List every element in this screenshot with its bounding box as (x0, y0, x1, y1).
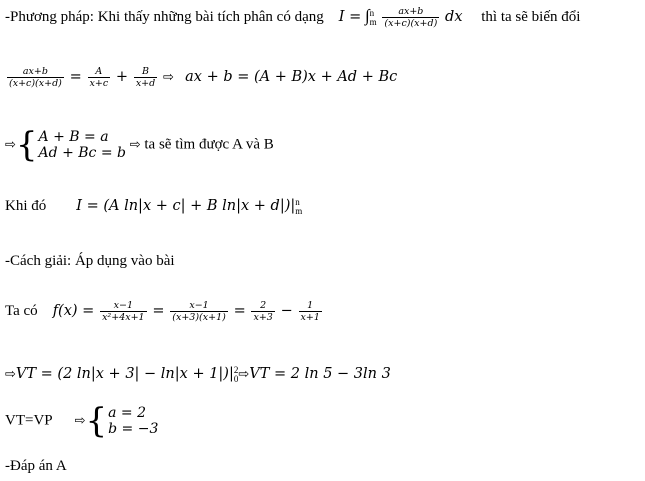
system-line (5, 125, 274, 165)
khi-do-label: Khi đó (5, 198, 47, 214)
lower-limit: 0 (233, 373, 239, 384)
equals-sign: = (233, 302, 246, 319)
integrand-denominator: (x+c)(x+d) (384, 18, 438, 30)
vt-vp-label: VT=VP (5, 412, 53, 429)
fx-fraction-4 (299, 300, 322, 323)
fx-fraction-2-denominator: (x+3)(x+1) (172, 312, 226, 323)
khi-do-line (5, 196, 302, 216)
method-tail: thì ta sẽ biến đổi (481, 9, 581, 25)
fx-fraction-1-denominator: x²+4x+1 (102, 312, 145, 323)
implies-arrow-icon: ⇨ (74, 413, 86, 429)
plus-sign: + (115, 68, 129, 85)
fx-fraction-3-numerator: 2 (251, 300, 274, 312)
equation-system (15, 125, 126, 165)
implies-arrow-icon: ⇨ (162, 69, 174, 85)
fraction-2-numerator: A (88, 66, 111, 78)
fx-fraction-1-numerator: x−1 (100, 300, 147, 312)
fx-fraction-3 (251, 300, 274, 323)
system-conclusion: ta sẽ tìm được A và B (144, 136, 274, 153)
fx-fraction-4-numerator: 1 (299, 300, 322, 312)
upper-limit: n (295, 196, 300, 207)
antiderivative-expression: I = (A ln|x + c| + B ln|x + d|)| (76, 198, 296, 214)
expansion-expression: ax + b = (A + B)x + Ad + Bc (185, 68, 398, 85)
solution-heading: -Cách giải: Áp dụng vào bài (5, 253, 175, 269)
int-lower: m (369, 16, 377, 27)
fx-fraction-4-denominator: x+1 (300, 312, 320, 323)
minus-sign: − (280, 302, 293, 319)
system-equation-2: Ad + Bc = b (38, 145, 126, 161)
fraction-1-denominator: (x+c)(x+d) (9, 78, 62, 89)
fraction-2 (88, 66, 111, 89)
left-brace-icon: { (85, 401, 108, 441)
vt-result: VT = 2 ln 5 − 3ln 3 (249, 366, 391, 382)
answer-line: -Đáp án A (5, 458, 67, 474)
method-line (5, 6, 580, 29)
integral-I: I = (338, 9, 362, 25)
result-a: a = 2 (108, 405, 147, 421)
dx: dx (445, 9, 463, 25)
upper-limit: 2 (233, 364, 239, 375)
evaluation-limits (295, 198, 302, 216)
fx-fraction-2 (170, 300, 228, 323)
fraction-3-numerator: B (134, 66, 157, 78)
function-line (5, 300, 324, 323)
fx-fraction-2-numerator: x−1 (170, 300, 228, 312)
integrand-fraction (382, 6, 439, 29)
method-intro: -Phương pháp: Khi thấy những bài tích phân có dạng (5, 9, 324, 25)
implies-arrow-icon: ⇨ (129, 137, 141, 153)
equals-sign: = (69, 68, 82, 85)
fraction-3-denominator: x+d (135, 78, 156, 89)
fraction-2-denominator: x+c (89, 78, 109, 89)
left-brace-icon: { (15, 125, 38, 165)
fraction-3 (134, 66, 157, 89)
vt-expression: VT = (2 ln|x + 3| − ln|x + 1|)| (15, 366, 234, 382)
vt-line (5, 364, 391, 385)
fraction-1 (7, 66, 64, 89)
implies-arrow-icon: ⇨ (238, 367, 250, 382)
integral-sign: ∫ (364, 6, 370, 25)
result-b: b = −3 (108, 421, 159, 437)
fraction-1-numerator: ax+b (7, 66, 64, 78)
system-equation-1: A + B = a (38, 129, 109, 145)
fx-fraction-1 (100, 300, 147, 323)
vt-vp-line (5, 401, 159, 441)
int-upper: n (369, 7, 375, 18)
equals-sign: = (152, 302, 165, 319)
decomposition-line (5, 66, 397, 89)
function-fx: f(x) = (52, 302, 95, 319)
fx-fraction-3-denominator: x+3 (253, 312, 273, 323)
result-system (85, 401, 159, 441)
integrand-numerator: ax+b (382, 6, 439, 18)
implies-arrow-icon: ⇨ (5, 367, 16, 382)
integral-limits (370, 9, 377, 27)
implies-arrow-icon: ⇨ (5, 137, 16, 153)
ta-co-label: Ta có (5, 302, 38, 319)
lower-limit: m (295, 205, 303, 216)
